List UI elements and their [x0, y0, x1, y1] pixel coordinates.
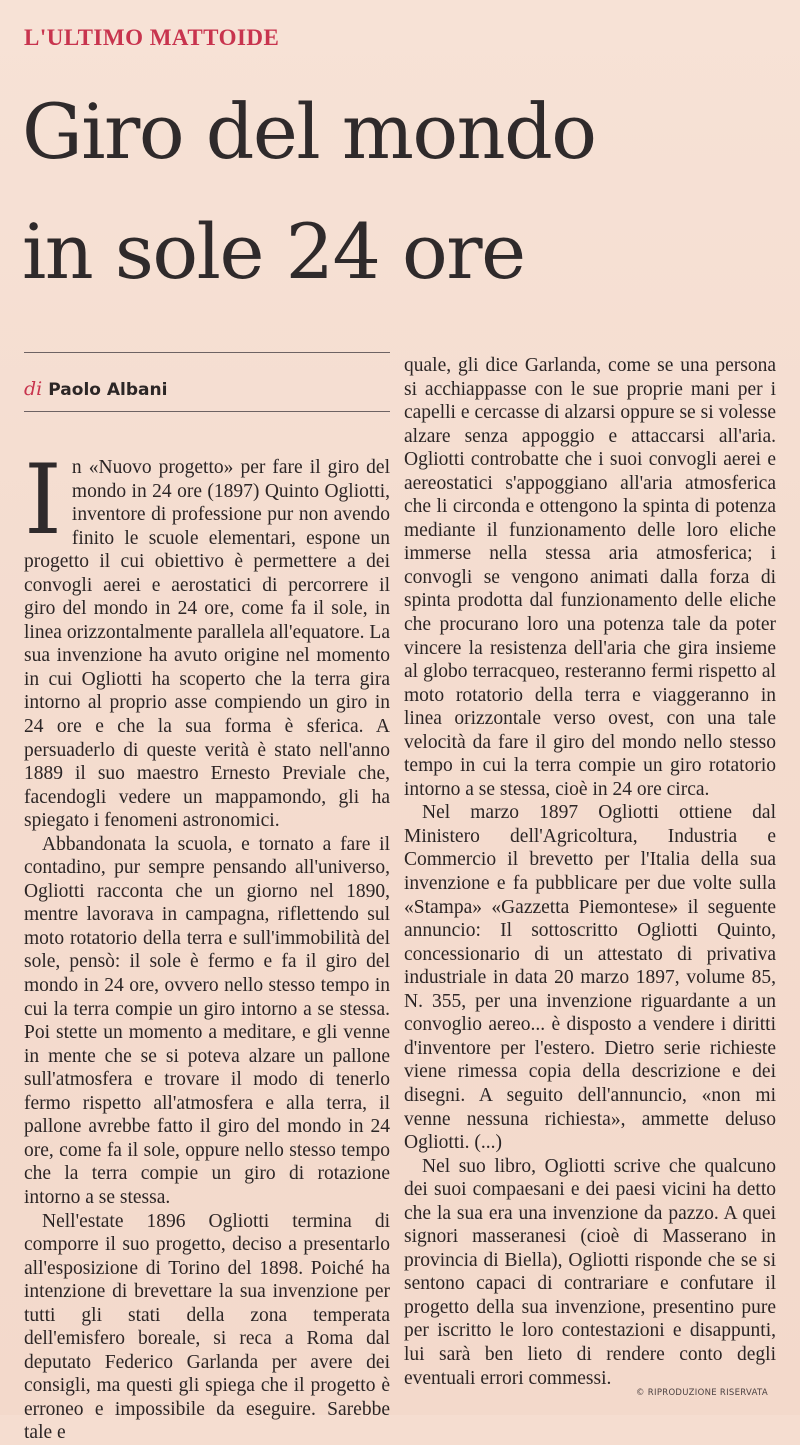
headline [22, 72, 792, 312]
author-name: Paolo Albani [48, 380, 168, 400]
paragraph: Abbandonata la scuola, e tornato a fare il contadino, pur sempre pensando all'universo, Ogliotti racconta che un giorno nel 1890, mentre lavorava in campagna, riflettendo sul moto rotatorio della terra e sull'immobilità del sole, pensò: il sole è fermo e fa il giro del mondo in 24 ore, ovvero nello stesso tempo in cui la terra compie un giro intorno a se stessa. Poi stette un momento a meditare, e gli venne in mente che se si poteva alzare un pallone sull'atmosfera e trovare il modo di tenerlo fermo rispetto all'atmosfera e alla terra, il pallone avrebbe fatto il giro del mondo in 24 ore, come fa il sole, oppure nello stesso tempo che la terra compie un giro di rotazione intorno a se stessa. [24, 833, 390, 1208]
paragraph-text: n «Nuovo progetto» per fare il giro del mondo in 24 ore (1897) Quinto Ogliotti, inventore di professione pur non avendo finito le scuole elementari, espone un progetto il cui obiettivo è permettere a dei convogli aerei e aerostatici di percorrere il giro del mondo in 24 ore, come fa il sole, in linea orizzontalmente parallela all'equatore. La sua invenzione ha avuto origine nel momento in cui Ogliotti ha scoperto che la terra gira intorno al proprio asse compiendo un giro in 24 ore e che la sua forma è sferica. A persuaderlo di queste verità è stato nell'anno 1889 il suo maestro Ernesto Previale che, facendogli vedere un mappamondo, gli ha spiegato i fenomeni astronomici. [24, 457, 390, 832]
paragraph: quale, gli dice Garlanda, come se una persona si acchiappasse con le sue proprie mani per i capelli e cercasse di alzarsi oppure se si volesse alzare senza appoggio e attaccarsi all'aria. Ogliotti controbatte che i suoi convogli aerei e aereostatici s'appoggiano all'aria atmosferica che li circonda e ottengono la spinta di potenza mediante il funzionamento delle loro eliche immerse nella stessa aria atmosferica; i convogli se vengono animati dalla forza di spinta prodotta dal funzionamento delle eliche che procurano loro una potenza tale da poter vincere la resistenza dell'aria che gira insieme al globo terracqueo, resteranno fermi rispetto al moto rotatorio della terra e viaggeranno in linea orizzontale verso ovest, con una tale velocità da fare il giro del mondo nello stesso tempo in cui la terra compie un giro rotatorio intorno a se stessa, cioè in 24 ore circa. [404, 355, 776, 800]
copyright-notice: © RIPRODUZIONE RISERVATA [636, 1388, 768, 1398]
article-column-right [404, 354, 776, 1390]
byline [24, 377, 167, 402]
paragraph: Nel suo libro, Ogliotti scrive che qualcuno dei suoi compaesani e dei paesi vicini ha detto che la sua era una invenzione da pazzo. A quei signori masseranesi (cioè di Masserano in provincia di Biella), Ogliotti risponde che se si sentono capaci di contrariare e confutare il progetto della sua invenzione, presentino pure per iscritto le loro contestazioni e disappunti, lui sarà ben lieto di rendere conto degli eventuali errori commessi. [404, 1155, 776, 1389]
drop-cap: I [24, 444, 62, 556]
byline-top-rule [24, 352, 390, 353]
paragraph: Nel marzo 1897 Ogliotti ottiene dal Ministero dell'Agricoltura, Industria e Commercio il brevetto per l'Italia della sua invenzione e fa pubblicare per due volte sulla «Stampa» «Gazzetta Piemontese» il seguente annuncio: Il sottoscritto Ogliotti Quinto, concessionario di un attestato di privativa industriale in data 20 marzo 1897, volume 85, N. 355, per una invenzione riguardante a un convoglio aereo... è disposto a vendere i diritti d'inventore per l'estero. Dietro serie richieste viene rimessa copia della descrizione e dei disegni. A seguito dell'annuncio, «non mi venne nessuna richiesta», ammette deluso Ogliotti. (...) [404, 802, 776, 1154]
byline-prefix: di [24, 378, 43, 400]
headline-line-1: Giro del mondo [22, 87, 596, 176]
paragraph [24, 444, 390, 833]
byline-bottom-rule [24, 411, 390, 412]
headline-line-2: in sole 24 ore [22, 207, 525, 296]
section-kicker: L'ULTIMO MATTOIDE [24, 25, 280, 50]
article-column-left [24, 444, 390, 1445]
paragraph: Nell'estate 1896 Ogliotti termina di comporre il suo progetto, deciso a presentarlo all'esposizione di Torino del 1898. Poiché ha intenzione di brevettare la sua invenzione per tutti gli stati della zona temperata dell'emisfero boreale, si reca a Roma dal deputato Federico Garlanda per avere dei consigli, ma questi gli spiega che il progetto è erroneo e impossibile da eseguire. Sarebbe tale e [24, 1210, 390, 1444]
